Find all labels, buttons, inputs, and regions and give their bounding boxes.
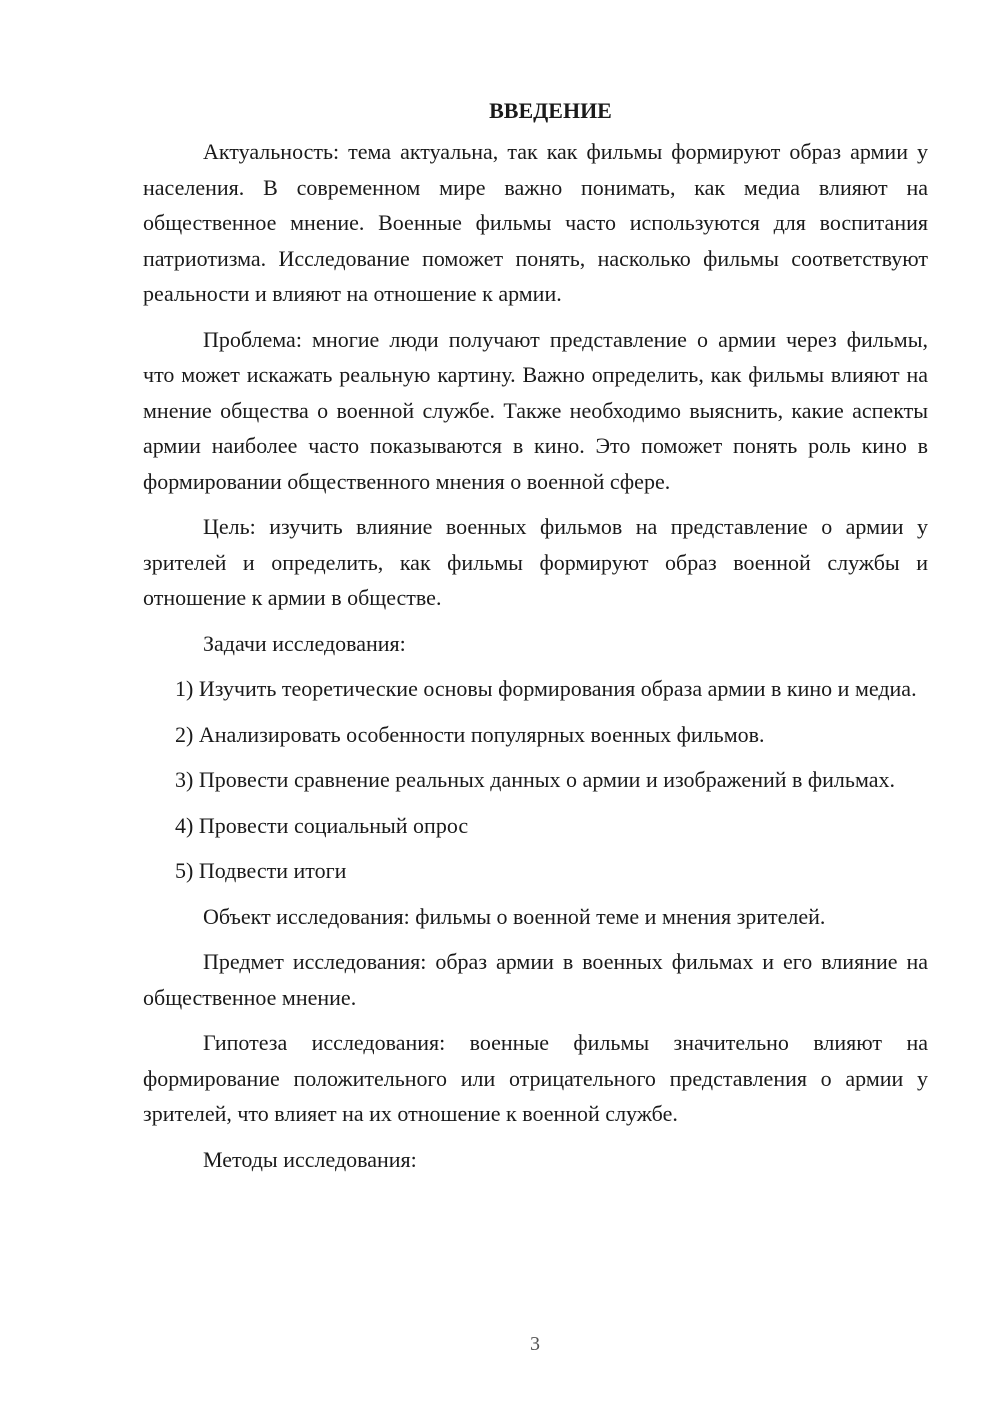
task-item-1: 1) Изучить теоретические основы формирования образа армии в кино и медиа.: [175, 676, 917, 701]
paragraph-goal: Цель: изучить влияние военных фильмов на представление о армии у зрителей и определить, как фильмы формируют образ военной службы и отношение к армии в обществе.: [143, 514, 928, 610]
task-item-5: 5) Подвести итоги: [175, 858, 347, 883]
paragraph-relevance: Актуальность: тема актуальна, так как фильмы формируют образ армии у населения. В современном мире важно понимать, как медиа влияют на общественное мнение. Военные фильмы часто используются для воспитания патриотизма. Исследование поможет понять, насколько фильмы соответствуют реальности и влияют на отношение к армии.: [143, 139, 928, 306]
task-item-3: 3) Провести сравнение реальных данных о армии и изображений в фильмах.: [175, 767, 895, 792]
paragraph-hypothesis: Гипотеза исследования: военные фильмы значительно влияют на формирование положительного или отрицательного представления о армии у зрителей, что влияет на их отношение к военной службе.: [143, 1030, 928, 1126]
page-content: [143, 93, 928, 1187]
task-item-4: 4) Провести социальный опрос: [175, 812, 469, 838]
paragraph-problem: Проблема: многие люди получают представление о армии через фильмы, что может искажать реальную картину. Важно определить, как фильмы влияют на мнение общества о военной службе. Также необходимо выяснить, какие аспекты армии наиболее часто показываются в кино. Это поможет понять роль кино в формировании общественного мнения о военной сфере.: [143, 326, 928, 494]
page-number: 3: [530, 1333, 540, 1355]
paragraph-object: Объект исследования: фильмы о военной теме и мнения зрителей.: [203, 903, 826, 929]
paragraph-methods-title: Методы исследования:: [203, 1146, 417, 1172]
task-item-2: 2) Анализировать особенности популярных военных фильмов.: [175, 721, 765, 747]
paragraph-tasks-title: Задачи исследования:: [203, 630, 406, 656]
paragraph-subject: Предмет исследования: образ армии в военных фильмах и его влияние на общественное мнение.: [143, 949, 928, 1010]
section-heading: ВВЕДЕНИЕ: [489, 98, 612, 123]
